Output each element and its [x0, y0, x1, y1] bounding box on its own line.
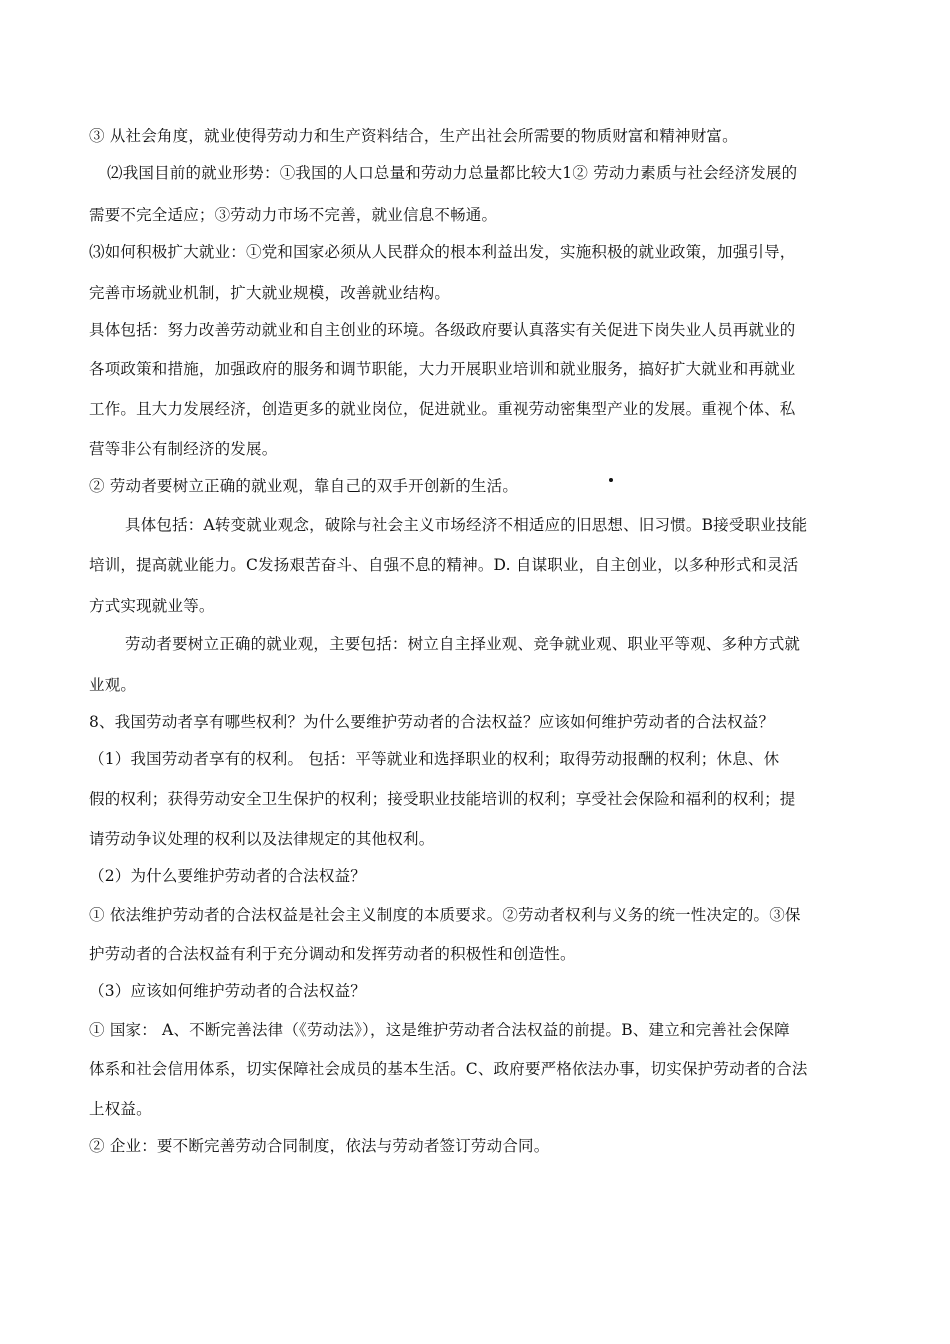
text-line: 方式实现就业等。 [89, 597, 215, 615]
text-line: ⑵我国目前的就业形势：①我国的人口总量和劳动力总量都比较大1② 劳动力素质与社会经济发展的 [107, 164, 798, 182]
text-line: ② 劳动者要树立正确的就业观，靠自己的双手开创新的生活。 [89, 477, 519, 495]
stray-dot [609, 478, 613, 482]
text-line: （1）我国劳动者享有的权利。 包括：平等就业和选择职业的权利；取得劳动报酬的权利；休息、休 [89, 750, 780, 768]
text-line: 业观。 [89, 676, 137, 694]
text-line: ① 依法维护劳动者的合法权益是社会主义制度的本质要求。②劳动者权利与义务的统一性决定的。③保 [89, 906, 801, 924]
text-line: 假的权利；获得劳动安全卫生保护的权利；接受职业技能培训的权利；享受社会保险和福利的权利；提 [89, 790, 796, 808]
text-line: 上权益。 [89, 1100, 152, 1118]
text-line: 营等非公有制经济的发展。 [89, 440, 278, 458]
text-line: 体系和社会信用体系，切实保障社会成员的基本生活。C、政府要严格依法办事，切实保护劳动者的合法 [89, 1060, 808, 1078]
text-line: （2）为什么要维护劳动者的合法权益？ [89, 867, 366, 885]
text-line: 护劳动者的合法权益有利于充分调动和发挥劳动者的积极性和创造性。 [89, 945, 576, 963]
text-line: （3）应该如何维护劳动者的合法权益？ [89, 982, 366, 1000]
text-line: ⑶如何积极扩大就业：①党和国家必须从人民群众的根本利益出发，实施积极的就业政策，加强引导， [89, 243, 796, 261]
text-line: 需要不完全适应；③劳动力市场不完善，就业信息不畅通。 [89, 206, 498, 224]
text-line: 培训，提高就业能力。C发扬艰苦奋斗、自强不息的精神。D. 自谋职业，自主创业，以多种形式和灵活 [89, 556, 799, 574]
text-line: 8、我国劳动者享有哪些权利？为什么要维护劳动者的合法权益？应该如何维护劳动者的合法权益？ [89, 713, 775, 731]
text-line: 具体包括：努力改善劳动就业和自主创业的环境。各级政府要认真落实有关促进下岗失业人员再就业的 [89, 321, 796, 339]
text-line: 具体包括：A转变就业观念，破除与社会主义市场经济不相适应的旧思想、旧习惯。B接受职业技能 [125, 516, 808, 534]
text-line: 完善市场就业机制，扩大就业规模，改善就业结构。 [89, 284, 451, 302]
text-line: 劳动者要树立正确的就业观，主要包括：树立自主择业观、竞争就业观、职业平等观、多种方式就 [125, 635, 801, 653]
text-line: ① 国家： A、不断完善法律（《劳动法》），这是维护劳动者合法权益的前提。B、建立和完善社会保障 [89, 1021, 790, 1039]
text-line: ② 企业：要不断完善劳动合同制度，依法与劳动者签订劳动合同。 [89, 1137, 550, 1155]
text-line: 各项政策和措施，加强政府的服务和调节职能，大力开展职业培训和就业服务，搞好扩大就业和再就业 [89, 360, 796, 378]
text-line: 请劳动争议处理的权利以及法律规定的其他权利。 [89, 830, 435, 848]
text-line: 工作。且大力发展经济，创造更多的就业岗位，促进就业。重视劳动密集型产业的发展。重视个体、私 [89, 400, 796, 418]
text-line: ③ 从社会角度，就业使得劳动力和生产资料结合，生产出社会所需要的物质财富和精神财富。 [89, 127, 738, 145]
